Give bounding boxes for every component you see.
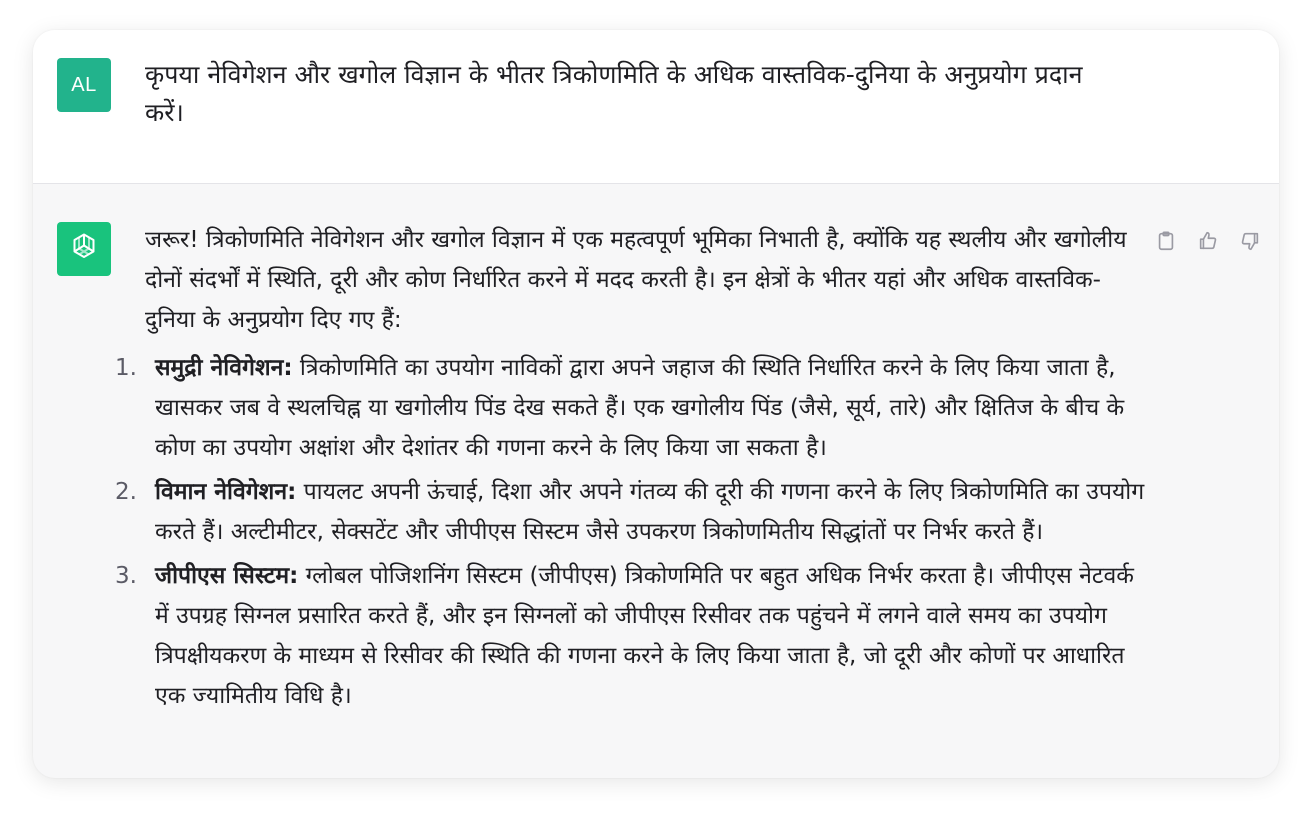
list-item-title: समुद्री नेविगेशन: [155,355,293,381]
list-item [115,348,1145,468]
list-item [115,472,1145,552]
list-item-number: 1. [115,355,137,381]
list-item-title: विमान नेविगेशन: [155,479,297,505]
thumbs-down-icon [1239,230,1261,252]
copy-button[interactable] [1151,226,1181,256]
user-message-row [33,30,1279,184]
thumbs-up-icon [1197,230,1219,252]
user-message-text: कृपया नेविगेशन और खगोल विज्ञान के भीतर त्रिकोणमिति के अधिक वास्तविक-दुनिया के अनुप्रयोग प्रदान करें। [145,60,1083,127]
message-actions [1151,226,1265,256]
list-item-number: 3. [115,563,137,589]
list-item [115,556,1145,716]
list-item-text: ग्लोबल पोजिशनिंग सिस्टम (जीपीएस) त्रिकोणमिति पर बहुत अधिक निर्भर करता है। जीपीएस नेटवर्क में उपग्रह सिग्नल प्रसारित करते हैं, और इन सिग्नलों को जीपीएस रिसीवर तक पहुंचने में लगने वाले समय का उपयोग त्रिपक्षीयकरण के माध्यम से रिसीवर की स्थिति की गणना करने के लिए किया जाता है, जो दूरी और कोणों पर आधारित एक ज्यामितीय विधि है। [155,563,1134,709]
application-list [115,348,1145,716]
thumbs-up-button[interactable] [1193,226,1223,256]
list-item-text: त्रिकोणमिति का उपयोग नाविकों द्वारा अपने जहाज की स्थिति निर्धारित करने के लिए किया जाता है, खासकर जब वे स्थलचिह्न या खगोलीय पिंड देख सकते हैं। एक खगोलीय पिंड (जैसे, सूर्य, तारे) और क्षितिज के बीच के कोण का उपयोग अक्षांश और देशांतर की गणना करने के लिए किया जा सकता है। [155,355,1125,461]
thumbs-down-button[interactable] [1235,226,1265,256]
assistant-message-row [33,184,1279,778]
user-avatar-initials: AL [71,73,97,96]
list-item-number: 2. [115,479,137,505]
chat-card [33,30,1279,778]
list-item-text: पायलट अपनी ऊंचाई, दिशा और अपने गंतव्य की दूरी की गणना करने के लिए त्रिकोणमिति का उपयोग करते हैं। अल्टीमीटर, सेक्सटेंट और जीपीएस सिस्टम जैसे उपकरण त्रिकोणमितीय सिद्धांतों पर निर्भर करते हैं। [155,479,1145,545]
list-item-title: जीपीएस सिस्टम: [155,563,299,589]
user-avatar [57,58,111,112]
assistant-intro-text: जरूर! त्रिकोणमिति नेविगेशन और खगोल विज्ञान में एक महत्वपूर्ण भूमिका निभाती है, क्योंकि यह स्थलीय और खगोलीय दोनों संदर्भों में स्थिति, दूरी और कोण निर्धारित करने में मदद करती है। इन क्षेत्रों के भीतर यहां और अधिक वास्तविक-दुनिया के अनुप्रयोग दिए गए हैं: [145,227,1127,333]
assistant-avatar [57,222,111,276]
openai-logo-icon [68,230,100,268]
assistant-message-body [115,220,1145,720]
clipboard-icon [1155,230,1177,252]
